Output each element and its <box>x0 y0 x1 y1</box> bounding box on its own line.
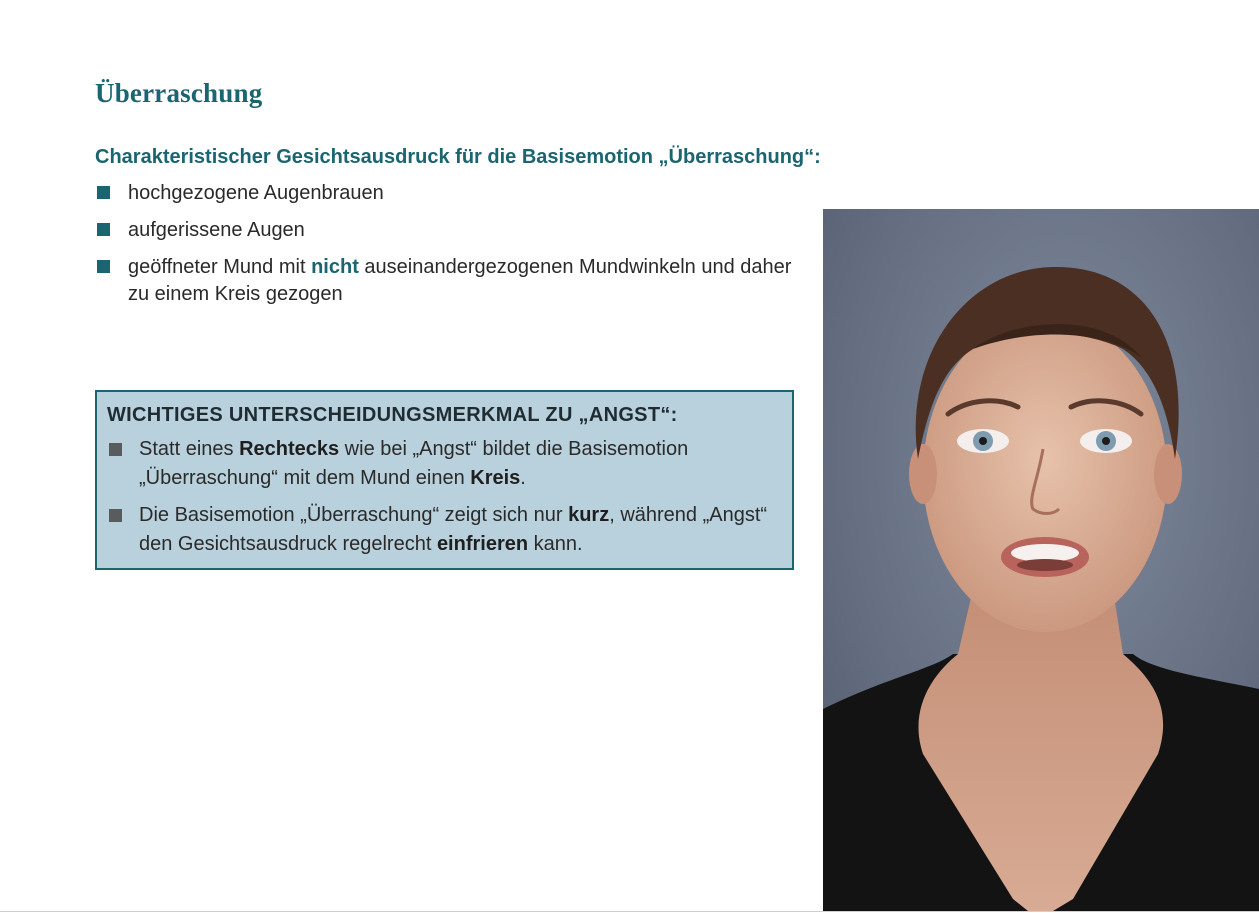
trait-item <box>95 180 795 207</box>
trait-highlight: nicht <box>311 256 359 278</box>
square-bullet-icon <box>97 260 110 273</box>
page-title: Überraschung <box>95 78 263 108</box>
square-bullet-icon <box>97 186 110 199</box>
distinction-text: kann. <box>528 533 583 555</box>
distinction-box <box>95 390 794 570</box>
trait-item <box>95 254 795 308</box>
bottom-divider <box>0 911 1259 912</box>
distinction-bold: Kreis <box>470 467 521 489</box>
distinction-bold: kurz <box>568 504 610 526</box>
distinction-text: . <box>520 467 526 489</box>
square-bullet-icon <box>109 443 122 456</box>
trait-text: aufgerissene Augen <box>128 219 305 241</box>
distinction-text: , während „Angst“ den Gesichtsausdruck regelrecht <box>139 504 768 555</box>
trait-text: hochgezogene Augenbrauen <box>128 182 384 204</box>
subheading: Charakteristischer Gesichtsausdruck für die Basisemotion „Überraschung“: <box>95 146 821 168</box>
distinction-list <box>107 435 782 559</box>
square-bullet-icon <box>97 223 110 236</box>
trait-text-start: geöffneter Mund mit <box>128 256 312 278</box>
trait-list <box>95 180 795 318</box>
distinction-bold: Rechtecks <box>239 438 340 460</box>
distinction-bold: einfrieren <box>436 533 529 555</box>
portrait-photo <box>823 209 1259 911</box>
distinction-heading: WICHTIGES UNTERSCHEIDUNGSMERKMAL ZU „ANGST“: <box>107 404 678 426</box>
square-bullet-icon <box>109 509 122 522</box>
distinction-text: wie bei „Angst“ bildet die Basisemotion „Überraschung“ mit dem Mund einen <box>139 438 689 489</box>
distinction-item <box>107 501 782 559</box>
trait-text-end: auseinandergezogenen Mundwinkeln und daher zu einem Kreis gezogen <box>128 256 792 305</box>
trait-item <box>95 217 795 244</box>
distinction-text: Statt eines <box>139 438 240 460</box>
distinction-item <box>107 435 782 493</box>
distinction-text: Die Basisemotion „Überraschung“ zeigt sich nur <box>139 504 569 526</box>
